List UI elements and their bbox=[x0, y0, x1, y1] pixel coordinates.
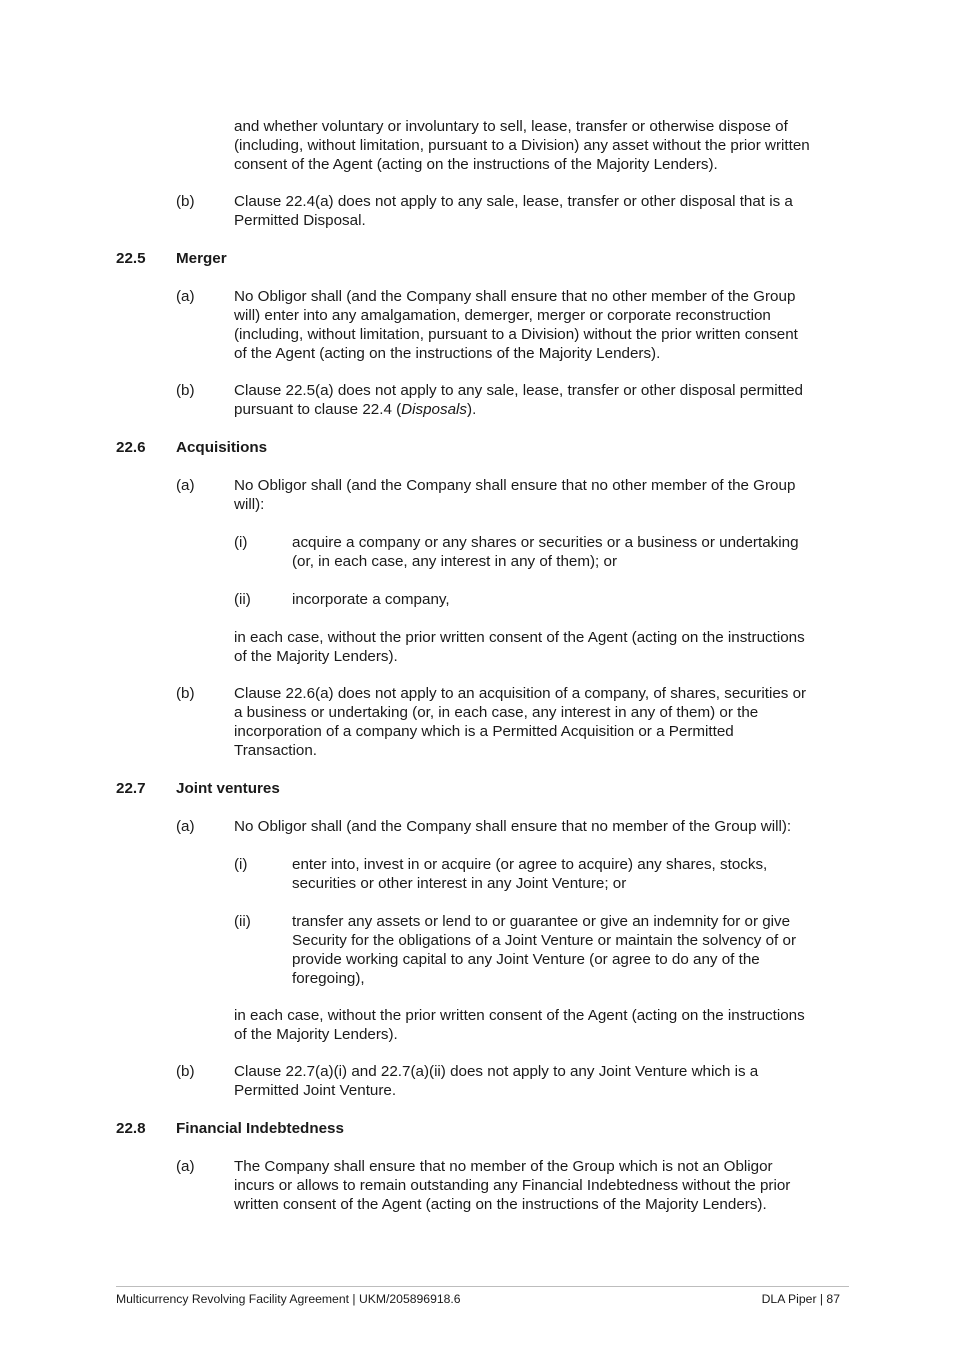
section-22-8-number: 22.8 bbox=[116, 1120, 146, 1137]
clause-22-6-a-i-line-1: acquire a company or any shares or securities or a business or undertaking bbox=[292, 534, 799, 551]
clause-22-6-a-tail-line-1: in each case, without the prior written consent of the Agent (acting on the instructions bbox=[234, 629, 805, 646]
clause-22-7-a-tail-line-1: in each case, without the prior written consent of the Agent (acting on the instructions bbox=[234, 1007, 805, 1024]
clause-22-7-a-label: (a) bbox=[176, 818, 195, 835]
clause-22-4-b-label: (b) bbox=[176, 193, 195, 210]
clause-22-8-a-line-2: incurs or allows to remain outstanding any Financial Indebtedness without the prior bbox=[234, 1177, 791, 1194]
clause-22-5-b-line-2 bbox=[234, 400, 476, 419]
clause-22-7-a-ii-line-3: provide working capital to any Joint Venture (or agree to do any of the bbox=[292, 951, 760, 968]
clause-22-6-a-i-line-2: (or, in each case, any interest in any of them); or bbox=[292, 553, 618, 570]
clause-22-7-a-i-line-2: securities or other interest in any Joint Venture; or bbox=[292, 875, 627, 892]
section-22-5-number: 22.5 bbox=[116, 250, 146, 267]
footer-document-title: Multicurrency Revolving Facility Agreement | UKM/205896918.6 bbox=[116, 1292, 461, 1306]
clause-22-6-b-line-3: incorporation of a company which is a Permitted Acquisition or a Permitted bbox=[234, 723, 734, 740]
clause-22-5-b-line-1: Clause 22.5(a) does not apply to any sale, lease, transfer or other disposal permitted bbox=[234, 382, 804, 399]
intro-line-3: consent of the Agent (acting on the instructions of the Majority Lenders). bbox=[234, 156, 718, 173]
clause-22-5-b-italic: Disposals bbox=[401, 401, 468, 418]
clause-22-6-a-label: (a) bbox=[176, 477, 195, 494]
clause-22-6-b-label: (b) bbox=[176, 685, 195, 702]
clause-22-5-b-prefix: pursuant to clause 22.4 ( bbox=[234, 401, 402, 418]
clause-22-7-a-i-line-1: enter into, invest in or acquire (or agree to acquire) any shares, stocks, bbox=[292, 856, 768, 873]
clause-22-6-a-line-1: No Obligor shall (and the Company shall ensure that no other member of the Group bbox=[234, 477, 796, 494]
clause-22-6-b-line-2: a business or undertaking (or, in each case, any interest in any of them) or the bbox=[234, 704, 759, 721]
clause-22-7-a-ii-line-4: foregoing), bbox=[292, 970, 365, 987]
clause-22-7-a-i-label: (i) bbox=[234, 856, 248, 873]
section-22-6-title: Acquisitions bbox=[176, 439, 268, 456]
clause-22-5-a-line-2: will) enter into any amalgamation, demerger, merger or corporate reconstruction bbox=[234, 307, 771, 324]
clause-22-6-b-line-1: Clause 22.6(a) does not apply to an acquisition of a company, of shares, securities or bbox=[234, 685, 807, 702]
footer-divider bbox=[116, 1286, 849, 1287]
clause-22-7-a-line-1: No Obligor shall (and the Company shall ensure that no member of the Group will): bbox=[234, 818, 792, 835]
clause-22-8-a-line-1: The Company shall ensure that no member of the Group which is not an Obligor bbox=[234, 1158, 773, 1175]
clause-22-6-a-i-label: (i) bbox=[234, 534, 248, 551]
section-22-5-title: Merger bbox=[176, 250, 227, 267]
intro-line-2: (including, without limitation, pursuant to a Division) any asset without the prior written bbox=[234, 137, 810, 154]
clause-22-7-b-line-2: Permitted Joint Venture. bbox=[234, 1082, 397, 1099]
clause-22-5-a-line-1: No Obligor shall (and the Company shall ensure that no other member of the Group bbox=[234, 288, 796, 305]
clause-22-8-a-line-3: written consent of the Agent (acting on the instructions of the Majority Lenders). bbox=[234, 1196, 767, 1213]
section-22-7-number: 22.7 bbox=[116, 780, 146, 797]
clause-22-4-b-line-2: Permitted Disposal. bbox=[234, 212, 366, 229]
intro-line-1: and whether voluntary or involuntary to sell, lease, transfer or otherwise dispose of bbox=[234, 118, 788, 135]
clause-22-5-b-label: (b) bbox=[176, 382, 195, 399]
section-22-8-title: Financial Indebtedness bbox=[176, 1120, 344, 1137]
footer-page-number: DLA Piper | 87 bbox=[761, 1292, 840, 1306]
clause-22-5-b-suffix: ). bbox=[467, 401, 477, 418]
clause-22-8-a-label: (a) bbox=[176, 1158, 195, 1175]
clause-22-5-a-line-4: of the Agent (acting on the instructions of the Majority Lenders). bbox=[234, 345, 661, 362]
clause-22-4-b-line-1: Clause 22.4(a) does not apply to any sale, lease, transfer or other disposal that is a bbox=[234, 193, 793, 210]
clause-22-6-b-line-4: Transaction. bbox=[234, 742, 318, 759]
clause-22-7-a-ii-line-1: transfer any assets or lend to or guarantee or give an indemnity for or give bbox=[292, 913, 791, 930]
clause-22-7-a-ii-label: (ii) bbox=[234, 913, 251, 930]
clause-22-7-b-label: (b) bbox=[176, 1063, 195, 1080]
section-22-7-title: Joint ventures bbox=[176, 780, 280, 797]
clause-22-6-a-tail-line-2: of the Majority Lenders). bbox=[234, 648, 398, 665]
section-22-6-number: 22.6 bbox=[116, 439, 146, 456]
clause-22-6-a-ii-label: (ii) bbox=[234, 591, 251, 608]
clause-22-5-a-label: (a) bbox=[176, 288, 195, 305]
clause-22-5-a-line-3: (including, without limitation, pursuant to a Division) without the prior written consent bbox=[234, 326, 798, 343]
clause-22-6-a-line-2: will): bbox=[234, 496, 265, 513]
clause-22-7-a-tail-line-2: of the Majority Lenders). bbox=[234, 1026, 398, 1043]
clause-22-7-a-ii-line-2: Security for the obligations of a Joint Venture or maintain the solvency of or bbox=[292, 932, 796, 949]
clause-22-6-a-ii-line-1: incorporate a company, bbox=[292, 591, 450, 608]
clause-22-7-b-line-1: Clause 22.7(a)(i) and 22.7(a)(ii) does not apply to any Joint Venture which is a bbox=[234, 1063, 759, 1080]
